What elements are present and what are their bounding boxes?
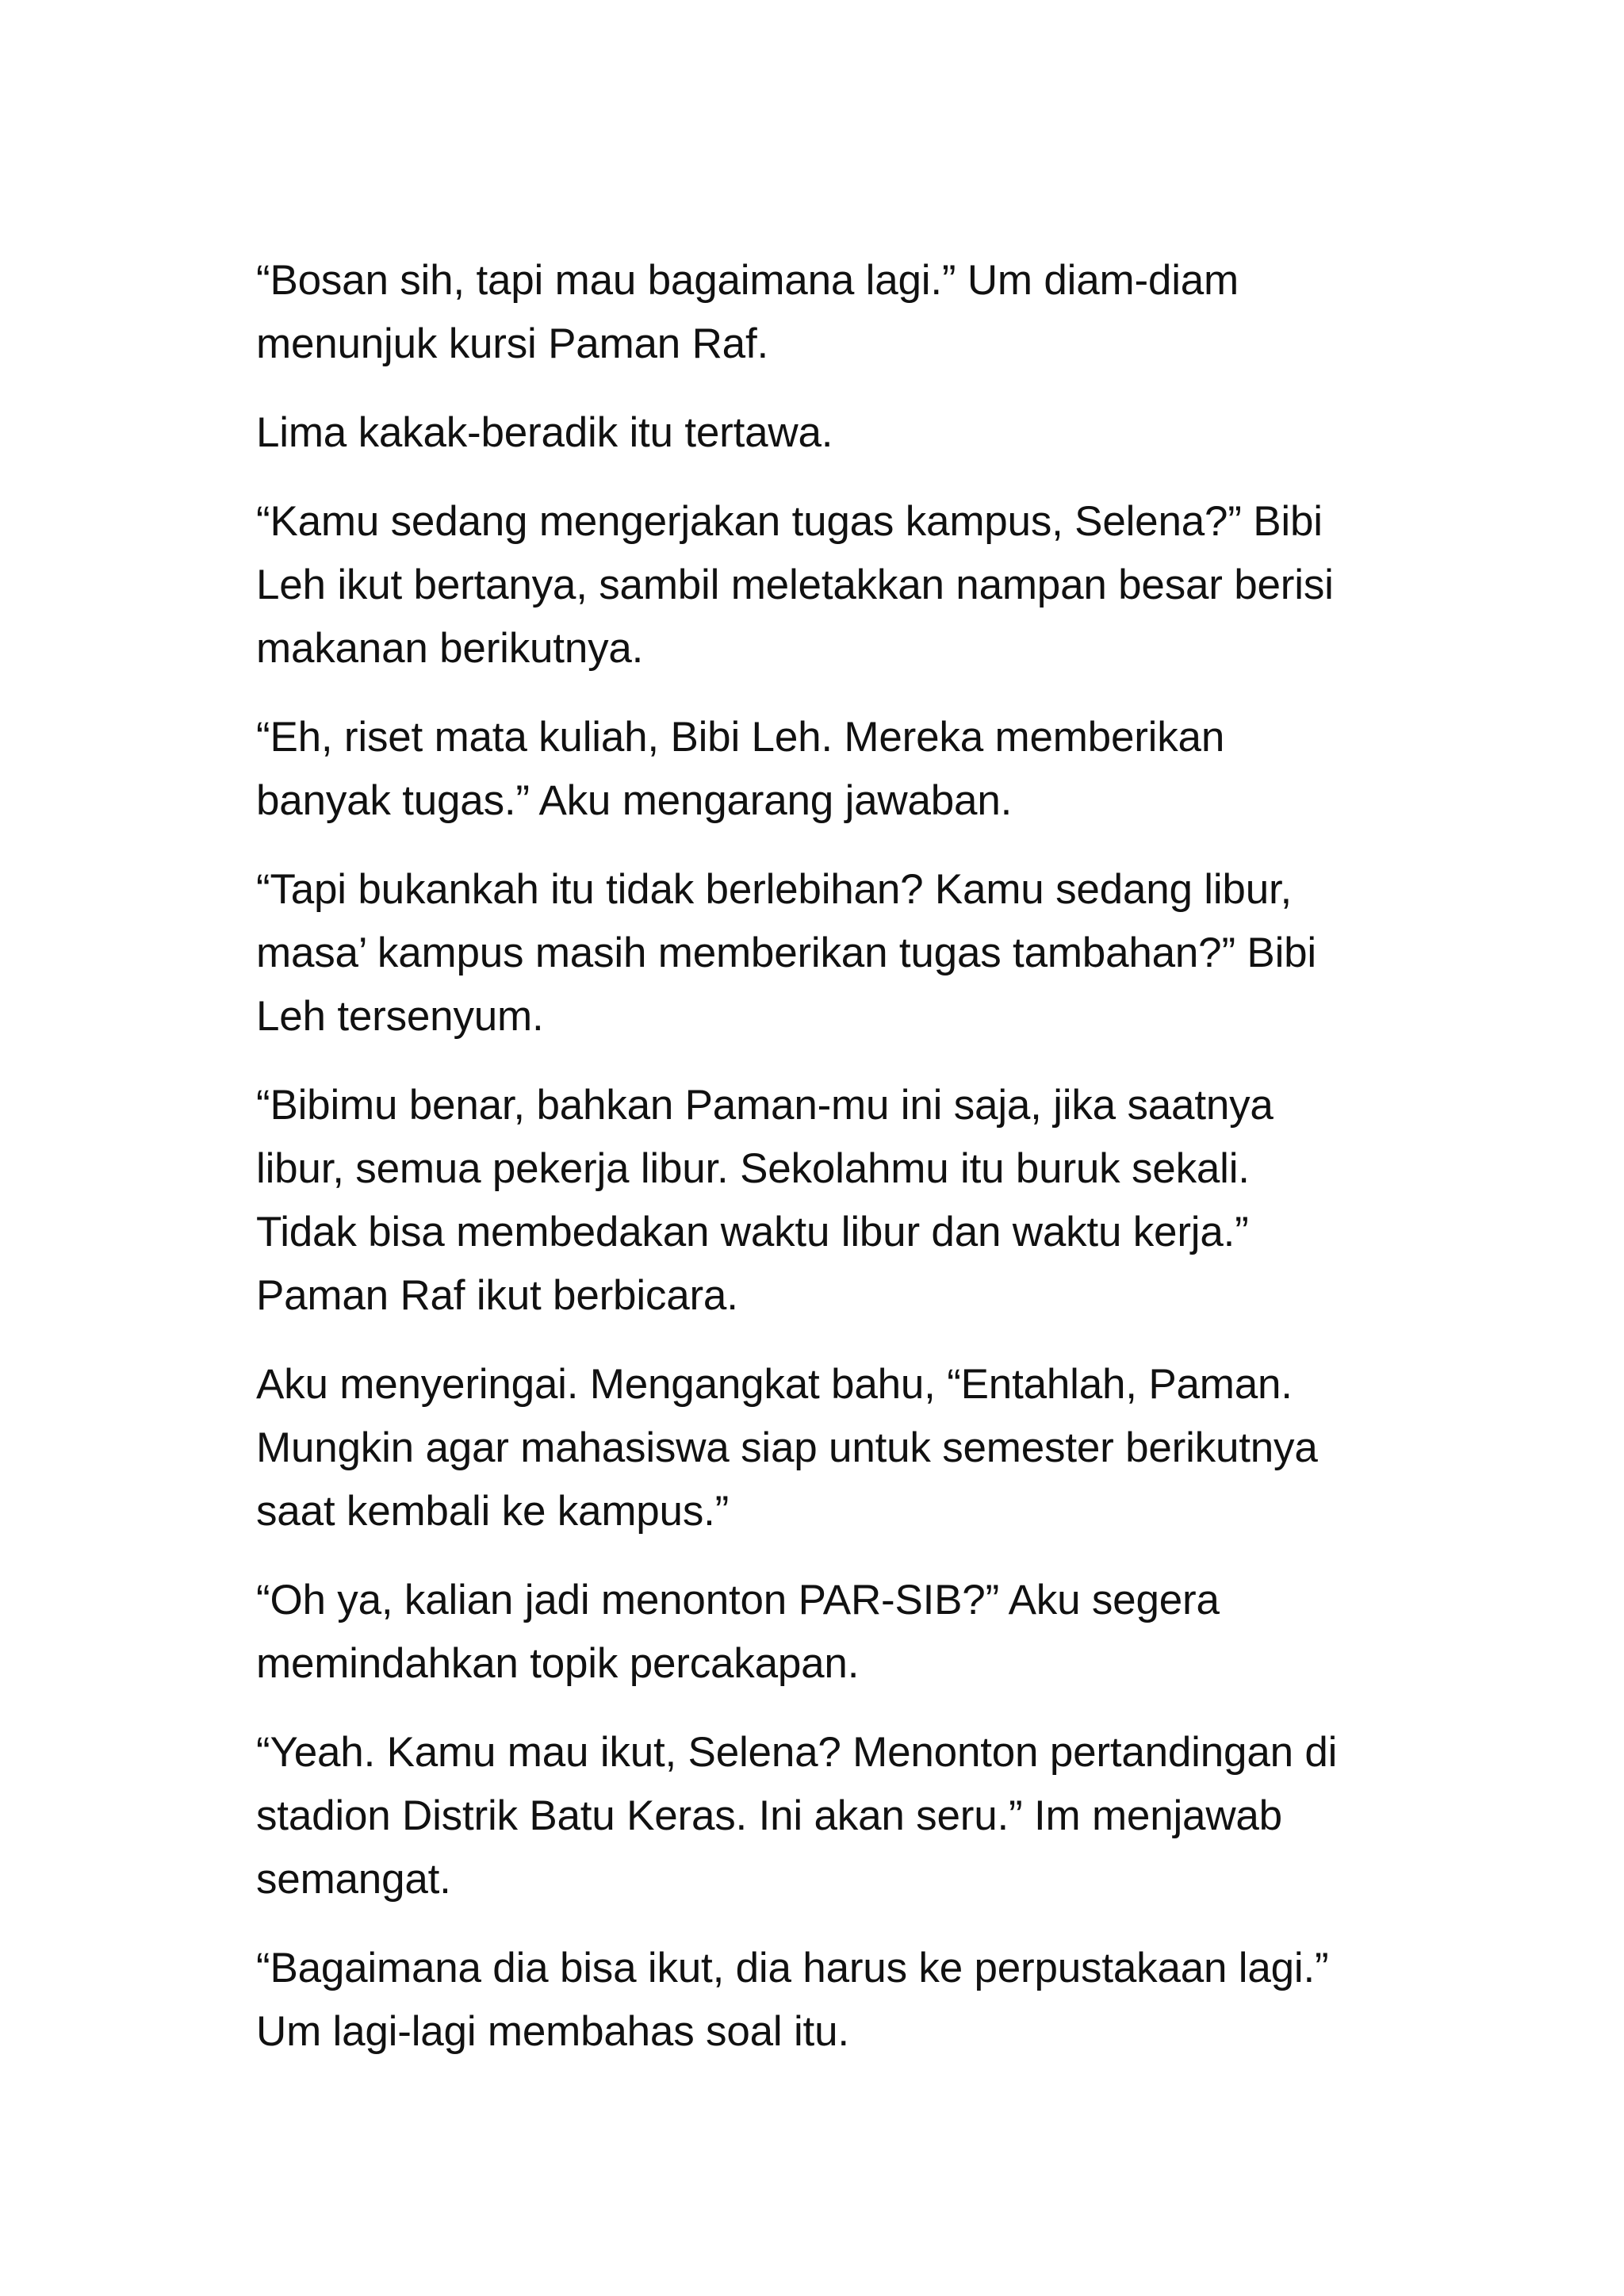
paragraph-8: “Oh ya, kalian jadi menonton PAR-SIB?” Aku segera memindahkan topik percakapan. <box>256 1577 1220 1687</box>
paragraph-3: “Kamu sedang mengerjakan tugas kampus, Selena?” Bibi Leh ikut bertanya, sambil meletakkan nampan besar berisi makanan berikutnya. <box>256 498 1334 672</box>
paragraph-4: “Eh, riset mata kuliah, Bibi Leh. Mereka memberikan banyak tugas.” Aku mengarang jawaban. <box>256 714 1225 824</box>
paragraph-6: “Bibimu benar, bahkan Paman-mu ini saja, jika saatnya libur, semua pekerja libur. Sekolahmu itu buruk sekali. Tidak bisa membedakan waktu libur dan waktu kerja.” Paman Raf ikut berbicara. <box>256 1082 1274 1319</box>
paragraph-2: Lima kakak-beradik itu tertawa. <box>256 409 833 456</box>
paragraph-10: “Bagaimana dia bisa ikut, dia harus ke perpustakaan lagi.” Um lagi-lagi membahas soal itu. <box>256 1945 1329 2055</box>
paragraph-1: “Bosan sih, tapi mau bagaimana lagi.” Um diam-diam menunjuk kursi Paman Raf. <box>256 257 1239 367</box>
paragraph-7: Aku menyeringai. Mengangkat bahu, “Entahlah, Paman. Mungkin agar mahasiswa siap untuk semester berikutnya saat kembali ke kampus.” <box>256 1361 1318 1535</box>
paragraph-9: “Yeah. Kamu mau ikut, Selena? Menonton pertandingan di stadion Distrik Batu Keras. Ini akan seru.” Im menjawab semangat. <box>256 1729 1338 1903</box>
paragraph-5: “Tapi bukankah itu tidak berlebihan? Kamu sedang libur, masa’ kampus masih memberikan tugas tambahan?” Bibi Leh tersenyum. <box>256 866 1317 1040</box>
document-body <box>256 249 1390 2089</box>
